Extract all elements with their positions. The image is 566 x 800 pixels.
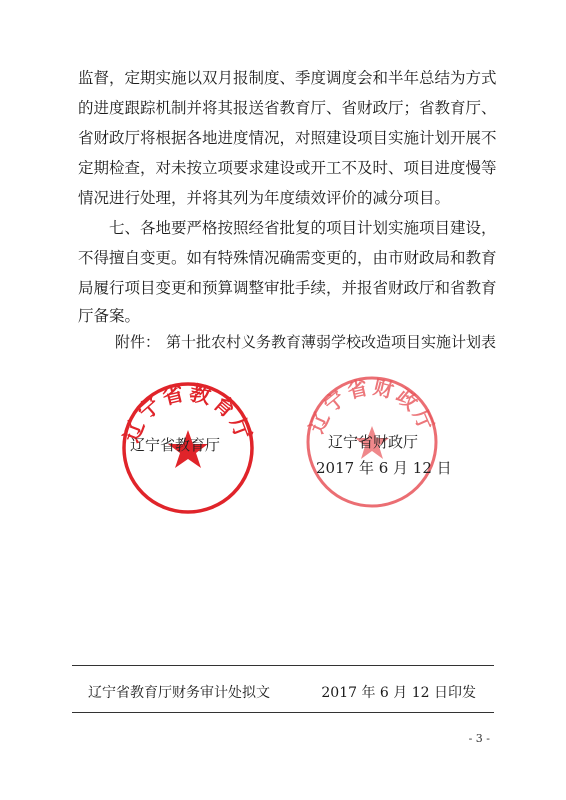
attachment-label: 附件： (114, 333, 160, 351)
finance-dept-signature: 辽宁省财政厅 (328, 433, 419, 451)
finance-seal-text: 辽宁省财政厅 (304, 374, 440, 437)
footer-top-rule (72, 665, 494, 666)
body-line-1: 监督，定期实施以双月报制度、季度调度会和半年总结为方式 (78, 69, 497, 87)
edu-seal-text: 辽宁省教育厅 (119, 380, 257, 446)
body-line-6: 七、各地要严格按照经省批复的项目计划实施项目建设， (78, 219, 497, 237)
issue-date: 2017 年 6 月 12 日 (316, 459, 452, 477)
body-line-5: 情况进行处理，并将其列为年度绩效评价的减分项目。 (78, 189, 451, 207)
body-line-7: 不得擅自变更。如有特殊情况确需变更的，由市财政局和教育 (78, 249, 497, 267)
edu-dept-signature: 辽宁省教育厅 (130, 436, 221, 454)
body-line-8: 局履行项目变更和预算调整审批手续，并报省财政厅和省教育 (78, 279, 497, 297)
page-number: - 3 - (468, 732, 490, 745)
body-line-4: 定期检查，对未按立项要求建设或开工不及时、项目进度慢等 (78, 159, 497, 177)
attachment-line (78, 332, 497, 352)
body-line-9: 厅备案。 (78, 307, 141, 325)
footer-print-date: 2017 年 6 月 12 日印发 (321, 685, 476, 701)
attachment-title: 第十批农村义务教育薄弱学校改造项目实施计划表 (166, 333, 497, 351)
body-line-3: 省财政厅将根据各地进度情况，对照建设项目实施计划开展不 (78, 129, 497, 147)
body-line-2: 的进度跟踪机制并将其报送省教育厅、省财政厅；省教育厅、 (78, 99, 497, 117)
footer-drafter: 辽宁省教育厅财务审计处拟文 (88, 685, 270, 701)
footer-bottom-rule (72, 712, 494, 713)
